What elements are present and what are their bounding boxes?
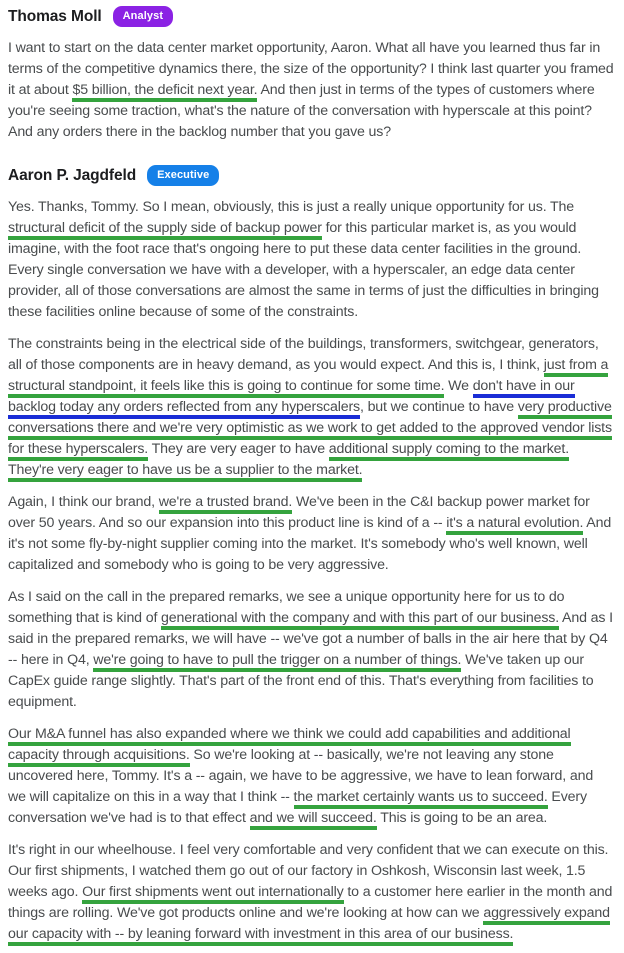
paragraph-text: for this particular market is, as you would imagine, with the foot race that's ongoing here to put these data center facilities in the ground. Every single conversation we have with a developer, with a hyperscaler, an edge data center provider, all of those conversations are almost the same in terms of just the difficulties in bringing these facilities online because of some of the constraints. [8, 220, 599, 320]
transcript-paragraph [8, 334, 614, 481]
paragraph-text: And as I said in the prepared remarks, we will have -- we've got a number of balls in the air here that by Q4 -- here in Q4, [8, 610, 613, 668]
paragraph-text: Again, I think our brand, [8, 494, 159, 510]
paragraph-text: So we're looking at -- basically, we're not leaving any stone uncovered here, Tommy. It's a -- again, we have to be aggressive, we have to lean forward, and we will capitalize on this in a way that I think -- [8, 747, 594, 805]
transcript-paragraph [8, 38, 614, 143]
highlighted-phrase-green[interactable]: additional supply coming to the market. They're very eager to have us be a supplier to the market. [8, 441, 569, 482]
highlighted-phrase-green[interactable]: it's a natural evolution. [446, 515, 583, 535]
highlighted-phrase-green[interactable]: generational with the company and with this part of our business. [161, 610, 559, 630]
speaker-block [8, 165, 614, 945]
paragraph-text: , but we continue to have [359, 399, 518, 415]
speaker-block [8, 6, 614, 143]
paragraph-text: They are very eager to have [148, 441, 329, 457]
paragraph-text: Every conversation we've had is to that effect [8, 789, 587, 826]
paragraph-text: to a customer here earlier in the month and things are rolling. We've got products online and we're looking at how can we [8, 884, 613, 921]
speaker-name: Aaron P. Jagdfeld [8, 166, 137, 184]
highlighted-phrase-green[interactable]: structural deficit of the supply side of backup power [8, 220, 322, 240]
paragraph-text: We [444, 378, 473, 394]
highlighted-phrase-green[interactable]: Our first shipments went out internationally [82, 884, 344, 904]
paragraph-text: We've taken up our CapEx guide range slightly. That's part of the front end of this. That's everything from facilities to equipment. [8, 652, 594, 710]
transcript-paragraph [8, 492, 614, 576]
speaker-header [8, 165, 614, 186]
role-badge-analyst: Analyst [113, 6, 173, 27]
highlighted-phrase-green[interactable]: we're a trusted brand. [159, 494, 292, 514]
paragraph-text: We've been in the C&I backup power market for over 50 years. And so our expansion into this product line is kind of a -- [8, 494, 590, 531]
paragraph-text: This is going to be an area. [376, 810, 548, 826]
transcript-paragraph [8, 840, 614, 945]
paragraph-text: The constraints being in the electrical side of the buildings, transformers, switchgear, generators, all of those components are in heavy demand, as you would expect. And this is, I think, [8, 336, 599, 373]
highlighted-phrase-green[interactable]: just from a structural standpoint, it feels like this is going to continue for some time. [8, 357, 608, 398]
transcript-paragraph [8, 587, 614, 713]
highlighted-phrase-green[interactable]: and we will succeed. [250, 810, 377, 830]
highlighted-phrase-green[interactable]: the market certainly wants us to succeed. [294, 789, 548, 809]
highlighted-phrase-green[interactable]: $5 billion, the deficit next year. [72, 82, 257, 102]
highlighted-phrase-blue[interactable]: don't have in our backlog today any orders reflected from any hyperscalers [8, 378, 575, 419]
paragraph-text: And then just in terms of the types of customers where you're seeing some traction, what's the nature of the conversation with hyperscale at this point? And any orders there in the backlog number that you gave us? [8, 82, 595, 140]
paragraph-text: As I said on the call in the prepared remarks, we see a unique opportunity here for us to do something that is kind of [8, 589, 565, 626]
speaker-header [8, 6, 614, 27]
paragraph-text: I want to start on the data center market opportunity, Aaron. What all have you learned thus far in terms of the competitive dynamics there, the size of the opportunity? I think last quarter you framed it at about [8, 40, 614, 98]
paragraph-text: It's right in our wheelhouse. I feel very comfortable and very confident that we can execute on this. Our first shipments, I watched them go out of our factory in Oshkosh, Wisconsin last week, 1.5 weeks ago. [8, 842, 609, 900]
highlighted-phrase-green[interactable]: Our M&A funnel has also expanded where we think we could add capabilities and additional capacity through acquisitions. [8, 726, 571, 767]
speaker-name: Thomas Moll [8, 7, 102, 25]
role-badge-executive: Executive [147, 165, 219, 186]
highlighted-phrase-green[interactable]: very productive conversations there and we're very optimistic as we work to get added to the approved vendor lists for these hyperscalers. [8, 399, 612, 461]
paragraph-text: And it's not some fly-by-night supplier coming into the market. It's somebody who's well known, well capitalized and somebody who is going to be very aggressive. [8, 515, 612, 573]
transcript-paragraph [8, 724, 614, 829]
paragraph-text: Yes. Thanks, Tommy. So I mean, obviously, this is just a really unique opportunity for us. The [8, 199, 575, 215]
highlighted-phrase-green[interactable]: we're going to have to pull the trigger on a number of things. [93, 652, 461, 672]
highlighted-phrase-green[interactable]: aggressively expand our capacity with -- by leaning forward with investment in this area of our business. [8, 905, 610, 946]
transcript-paragraph [8, 197, 614, 323]
